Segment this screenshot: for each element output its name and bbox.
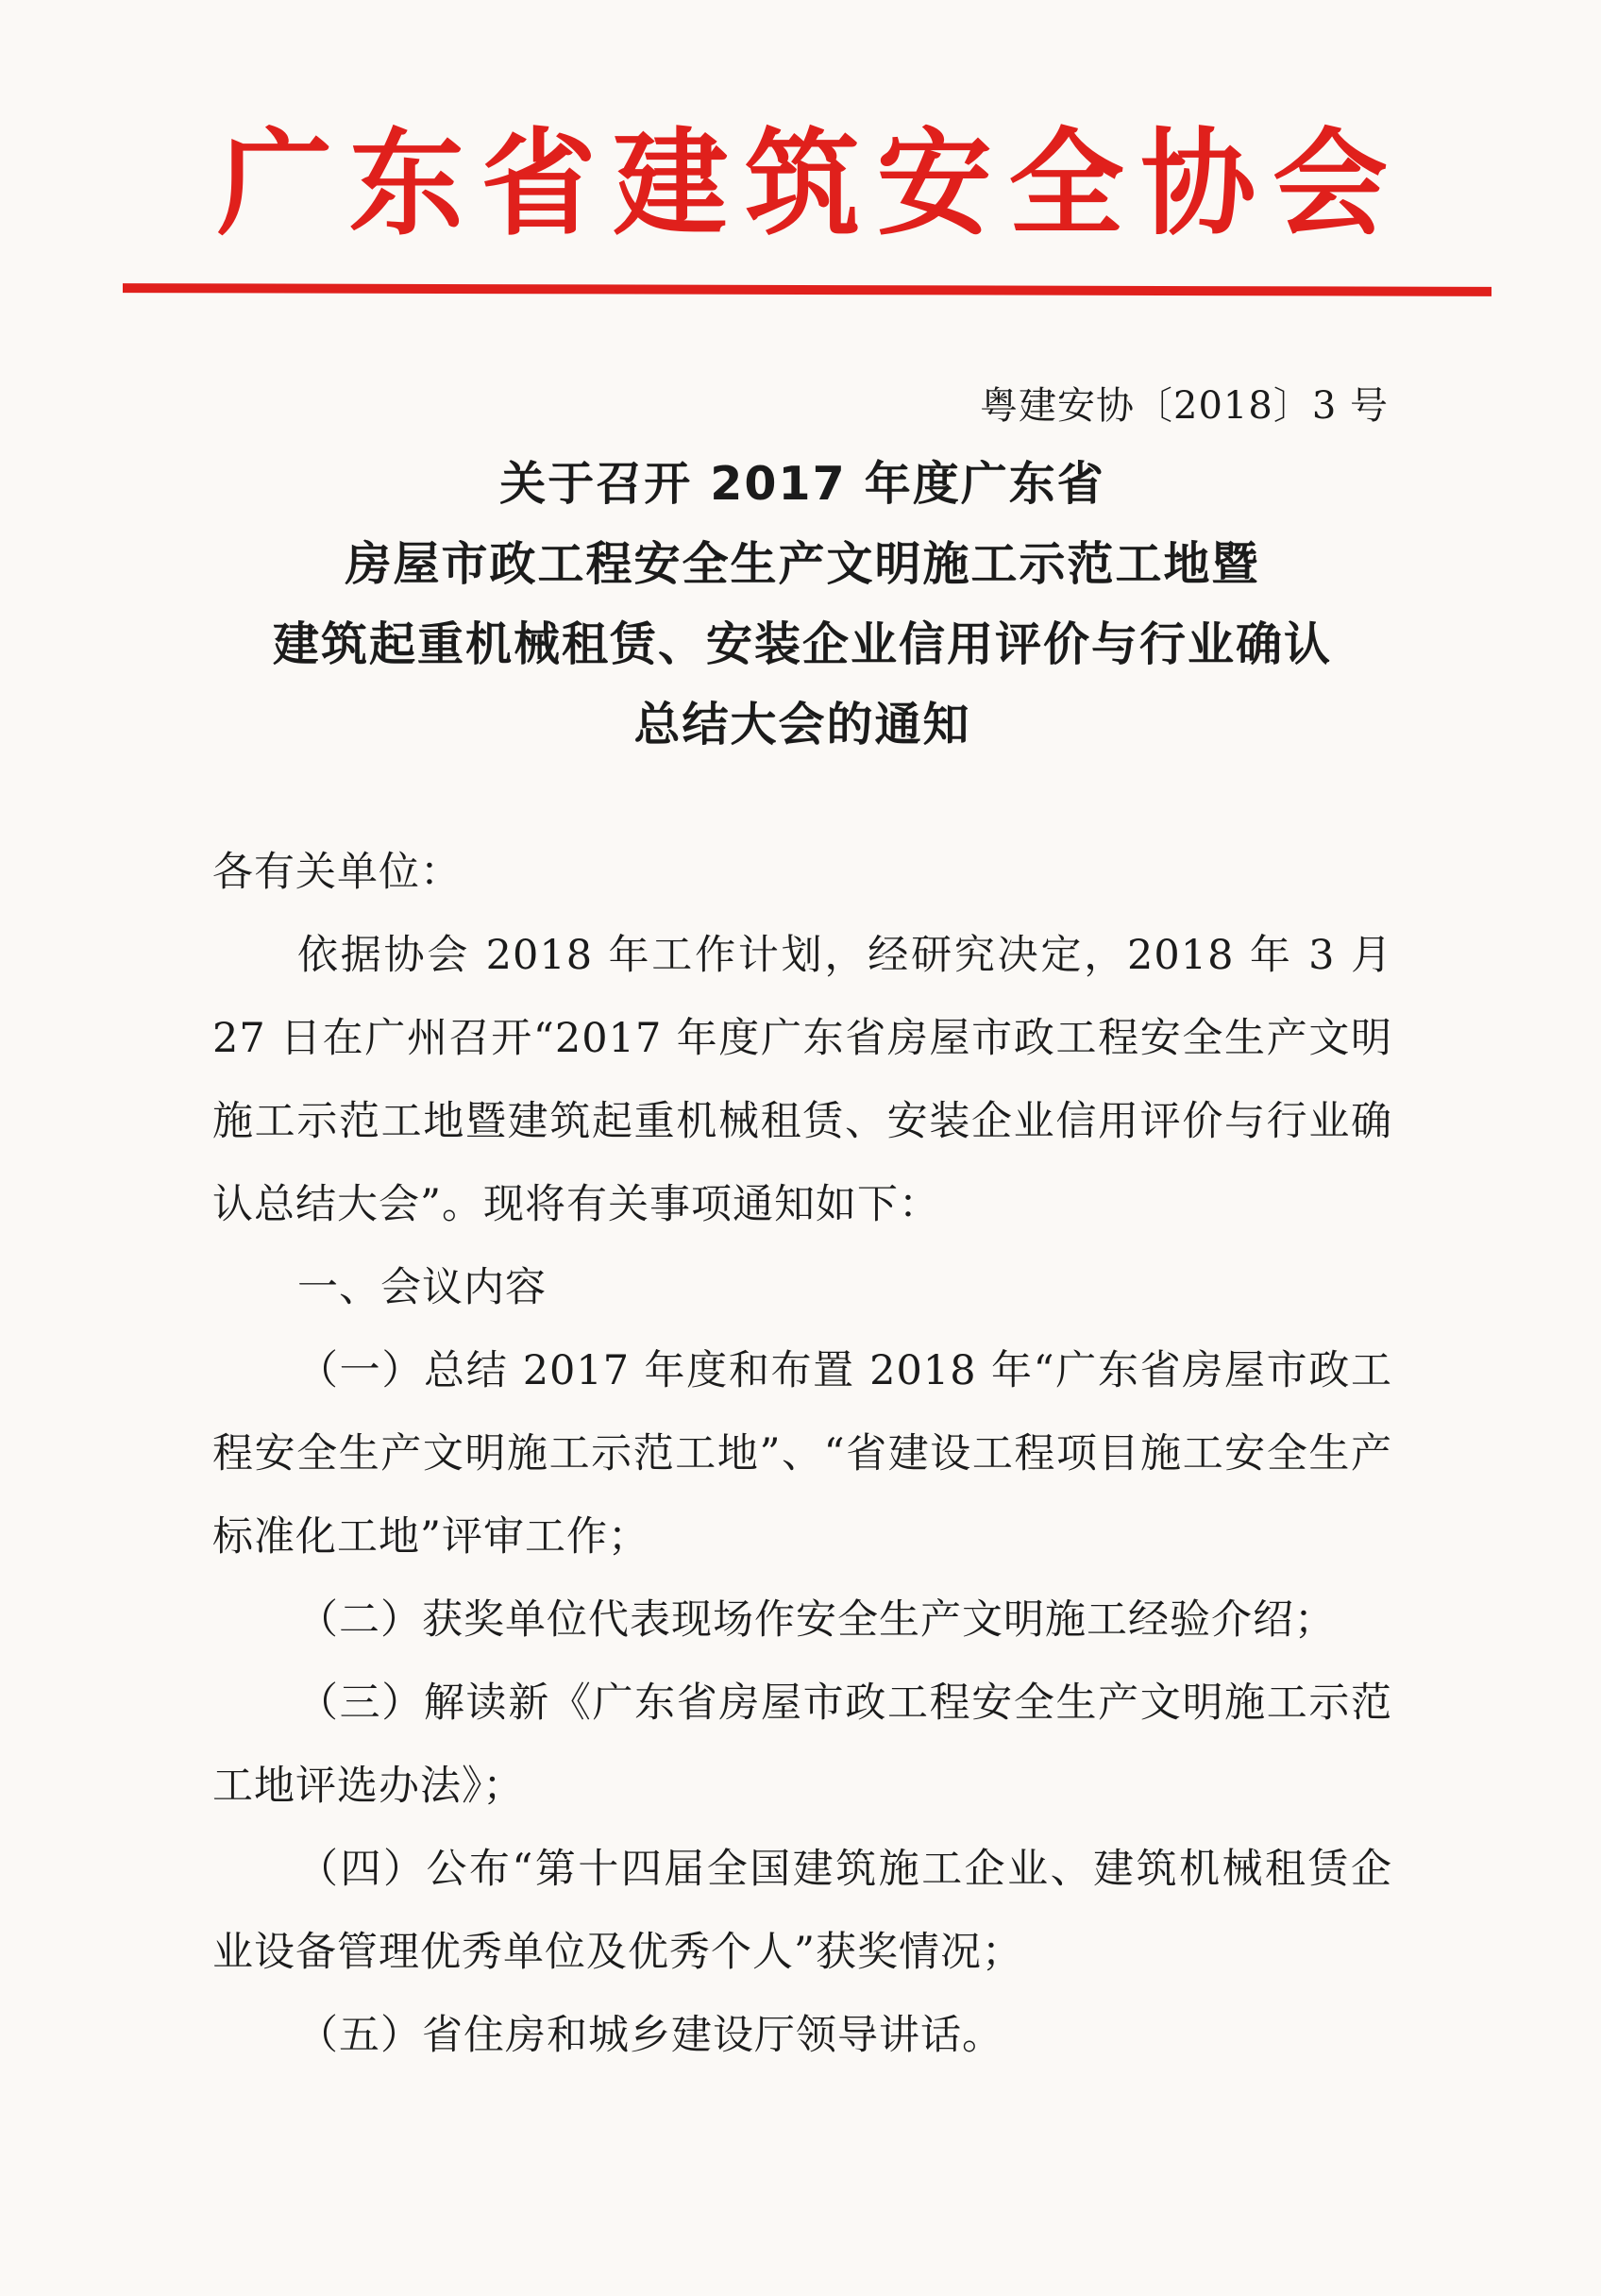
agenda-item-4: （四）公布“第十四届全国建筑施工企业、建筑机械租赁企业设备管理优秀单位及优秀个人”获奖情况； [212,1846,1392,1976]
letterhead-char: 建 [613,117,729,251]
agenda-item-5: （五）省住房和城乡建设厅领导讲话。 [297,2012,1003,2059]
letterhead-char: 广 [217,117,332,251]
agenda-item-2: （二）获奖单位代表现场作安全生产文明施工经验介绍； [297,1596,1336,1644]
letterhead-char: 会 [1272,117,1388,251]
body-paragraph-intro: 依据协会 2018 年工作计划，经研究决定，2018 年 3 月 27 日在广州召开“2017 年度广东省房屋市政工程安全生产文明施工示范工地暨建筑起重机械租赁、安装企业信用评价与行业确认总结大会”。现将有关事项通知如下： [212,932,1392,1228]
letterhead-char: 安 [876,117,992,251]
title-line: 建筑起重机械租赁、安装企业信用评价与行业确认 [272,617,1332,671]
letterhead-char: 协 [1140,117,1256,251]
section-heading-meeting-content: 一、会议内容 [297,1264,547,1311]
letterhead-char: 东 [348,117,464,251]
document-title [189,444,1416,765]
letterhead-red-divider [123,283,1491,296]
title-line: 总结大会的通知 [633,698,971,751]
letterhead-char: 省 [480,117,597,251]
title-line: 房屋市政工程安全生产文明施工示范工地暨 [345,537,1260,591]
agenda-item-3: （三）解读新《广东省房屋市政工程安全生产文明施工示范工地评选办法》； [212,1680,1392,1810]
letterhead-char: 筑 [745,117,860,251]
document-body [212,831,1392,2077]
letterhead-char: 全 [1008,117,1124,251]
letterhead-org-name [217,109,1388,260]
document-number: 粤建安协〔2018〕3 号 [980,384,1389,428]
salutation: 各有关单位： [212,849,462,896]
title-line: 关于召开 2017 年度广东省 [499,457,1105,511]
agenda-item-1: （一）总结 2017 年度和布置 2018 年“广东省房屋市政工程安全生产文明施工示范工地”、“省建设工程项目施工安全生产标准化工地”评审工作； [212,1347,1392,1561]
